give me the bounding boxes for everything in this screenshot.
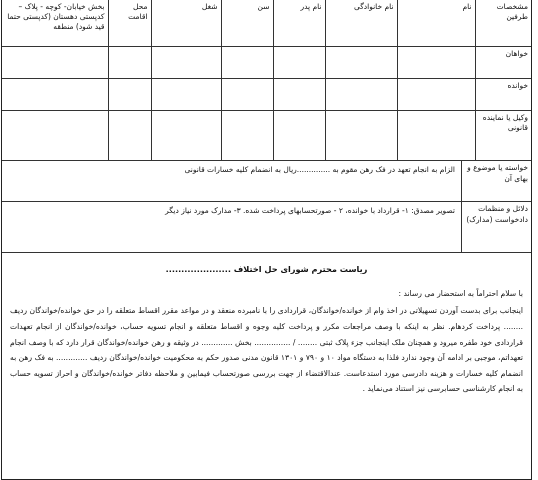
- header-first-name: نام: [397, 0, 475, 47]
- header-last-name: نام خانوادگی: [325, 0, 397, 47]
- header-father-name: نام پدر: [273, 0, 325, 47]
- defendant-address-cell[interactable]: [2, 79, 108, 111]
- letter-title: ریاست محترم شورای حل اختلاف .....................: [165, 264, 368, 274]
- row-label-representative: وکیل یا نماینده قانونی: [475, 111, 531, 161]
- header-occupation: شغل: [151, 0, 221, 47]
- defendant-age-cell[interactable]: [221, 79, 273, 111]
- representative-last-name-cell[interactable]: [325, 111, 397, 161]
- row-label-plaintiff: خواهان: [475, 47, 531, 79]
- parties-table: [2, 0, 531, 161]
- representative-residence-cell[interactable]: [108, 111, 151, 161]
- claim-section: [2, 161, 531, 202]
- defendant-first-name-cell[interactable]: [397, 79, 475, 111]
- parties-header-row: [2, 0, 531, 47]
- plaintiff-age-cell[interactable]: [221, 47, 273, 79]
- petition-form: [1, 0, 532, 480]
- plaintiff-row: [2, 47, 531, 79]
- defendant-father-name-cell[interactable]: [273, 79, 325, 111]
- plaintiff-occupation-cell[interactable]: [151, 47, 221, 79]
- plaintiff-last-name-cell[interactable]: [325, 47, 397, 79]
- representative-occupation-cell[interactable]: [151, 111, 221, 161]
- evidence-section: [2, 202, 531, 253]
- defendant-last-name-cell[interactable]: [325, 79, 397, 111]
- plaintiff-father-name-cell[interactable]: [273, 47, 325, 79]
- letter-paragraph: اینجانب برای بدست آوردن تسهیلاتی در اخذ وام از خوانده/خواندگان، قراردادی را با نامبرده منعقد و در مواعد مقرر اقساط متعلقه را در حق خوانده/خواندگان ردیف ........ پرداخت کردهام. نظر به اینکه با وصف مراجعات مکرر و پرداخت کلیه وجوه و اقساط متعلقه و انجام تسویه حساب، خوانده/خواندگان از انجام تعهدات قراردادی خود طفره میرود و همچنان ملک اینجانب جزء پلاک ثبتی ........ / ............... بخش ............. در وثیقه و رهن خوانده/خواندگان قرار دارد که با وصف انجام تعهداتم، موجبی بر ادامه آن وجود ندارد فلذا به دستگاه مواد ۱۰ و ۷۹۰ و ۱۳۰۱ قانون مدنی صدور حکم به محکومیت خوانده/خواندگان ردیف ............. به فک رهن به انضمام کلیه خسارات و هزینه دادرسی مورد استدعاست. عندالاقتضاء از جهت بررسی صورتحساب فیمابین و ملاحظه دفاتر خوانده/خواندگان و احراز تسویه حساب به انجام کارشناسی حسابرسی نیز استناد می‌نماید .: [10, 306, 524, 394]
- representative-father-name-cell[interactable]: [273, 111, 325, 161]
- evidence-label: دلائل و منظمات دادخواست (مدارک): [461, 202, 531, 252]
- evidence-text: تصویر مصدق: ۱- قرارداد با خوانده، ۲ - صورتحسابهای پرداخت شده. ۳- مدارک مورد نیاز دیگر: [165, 206, 455, 215]
- claim-label: خواسته یا موضوع و بهای آن: [461, 161, 531, 201]
- representative-first-name-cell[interactable]: [397, 111, 475, 161]
- header-age: سن: [221, 0, 273, 47]
- defendant-residence-cell[interactable]: [108, 79, 151, 111]
- plaintiff-address-cell[interactable]: [2, 47, 108, 79]
- representative-age-cell[interactable]: [221, 111, 273, 161]
- plaintiff-residence-cell[interactable]: [108, 47, 151, 79]
- header-party-details: مشخصات طرفین: [475, 0, 531, 47]
- defendant-occupation-cell[interactable]: [151, 79, 221, 111]
- header-residence: محل اقامت: [108, 0, 151, 47]
- representative-row: [2, 111, 531, 161]
- letter-body: [2, 253, 531, 397]
- row-label-defendant: خوانده: [475, 79, 531, 111]
- letter-greeting: با سلام احتراماً به استحضار می رساند :: [398, 288, 523, 298]
- representative-address-cell[interactable]: [2, 111, 108, 161]
- defendant-row: [2, 79, 531, 111]
- claim-text: الزام به انجام تعهد در فک رهن مقوم به ..............ریال به انضمام کلیه خسارات قانونی: [184, 165, 455, 174]
- header-address: بخش خیابان- کوچه - پلاک – کدپستی دهستان (کدپستی حتما قید شود) منطقه: [2, 0, 108, 47]
- plaintiff-first-name-cell[interactable]: [397, 47, 475, 79]
